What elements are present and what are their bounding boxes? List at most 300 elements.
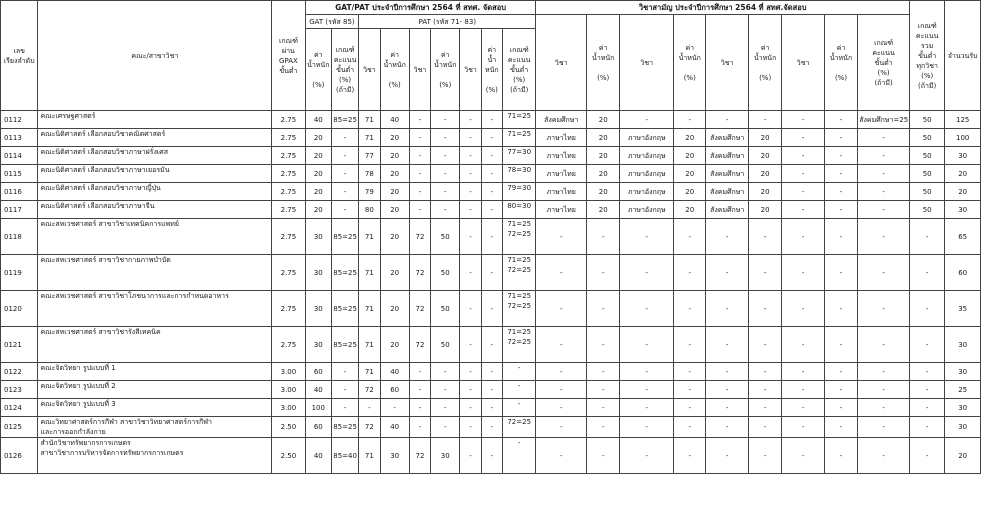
table-row <box>1 399 981 417</box>
cell-name: คณะจิตวิทยา รูปแบบที่ 2 <box>38 381 272 399</box>
cell-p3s: - <box>460 363 481 381</box>
cell-p3s: - <box>460 111 481 129</box>
cell-total: 50 <box>909 129 944 147</box>
cell-seats: 30 <box>945 399 981 417</box>
cell-c3s: - <box>706 363 749 381</box>
cell-p3w: - <box>481 147 502 165</box>
cell-name: คณะนิติศาสตร์ เลือกสอบวิชาภาษาจีน <box>38 201 272 219</box>
cell-gat-w: 60 <box>305 363 331 381</box>
cell-c3s: - <box>706 111 749 129</box>
cell-seats: 30 <box>945 201 981 219</box>
cell-p2w: - <box>431 399 460 417</box>
cell-c2s: - <box>620 111 674 129</box>
cell-c3w: - <box>748 111 781 129</box>
cell-c-min: สังคมศึกษา=25 <box>858 111 910 129</box>
cell-c1s: - <box>536 363 587 381</box>
cell-p1s: 78 <box>359 165 380 183</box>
cell-c1s: ภาษาไทย <box>536 165 587 183</box>
cell-c-min: - <box>858 147 910 165</box>
cell-gpax: 2.75 <box>272 255 305 291</box>
cell-c3w: - <box>748 363 781 381</box>
cell-pat-min: 71=25 <box>502 129 536 147</box>
cell-c3w: - <box>748 291 781 327</box>
cell-c1s: ภาษาไทย <box>536 183 587 201</box>
cell-p1w: 20 <box>380 165 409 183</box>
cell-seats: 125 <box>945 111 981 129</box>
cell-p2w: - <box>431 129 460 147</box>
cell-p1w: 20 <box>380 183 409 201</box>
cell-code: 0115 <box>1 165 38 183</box>
cell-gat-min: 85=40 <box>331 438 358 474</box>
cell-c-min: - <box>858 417 910 438</box>
cell-seats: 30 <box>945 363 981 381</box>
cell-gat-w: 40 <box>305 111 331 129</box>
cell-p3w: - <box>481 399 502 417</box>
cell-name: คณะจิตวิทยา รูปแบบที่ 1 <box>38 363 272 381</box>
cell-p3w: - <box>481 201 502 219</box>
table-row <box>1 363 981 381</box>
cell-total: - <box>909 363 944 381</box>
cell-p2s: 72 <box>409 438 430 474</box>
cell-c3s: สังคมศึกษา <box>706 129 749 147</box>
cell-pat-min: 78=30 <box>502 165 536 183</box>
cell-c4w: - <box>824 183 857 201</box>
cell-p1w: 60 <box>380 381 409 399</box>
cell-p1w: - <box>380 399 409 417</box>
pat-weight-2-header: ค่า น้ำหนัก (%) <box>431 29 460 111</box>
cell-code: 0116 <box>1 183 38 201</box>
cell-c1w: 20 <box>587 147 620 165</box>
cell-p3s: - <box>460 381 481 399</box>
cell-c2s: ภาษาอังกฤษ <box>620 165 674 183</box>
cell-c1s: - <box>536 291 587 327</box>
cell-c3s: สังคมศึกษา <box>706 183 749 201</box>
col-total-min-header: เกณฑ์ คะแนน รวม ขั้นต่ำ ทุกวิชา (%) (ถ้ามี) <box>909 1 944 111</box>
cell-p3s: - <box>460 183 481 201</box>
cell-p2s: - <box>409 147 430 165</box>
cell-c1w: 20 <box>587 165 620 183</box>
pat-subject-1-header: วิชา <box>359 29 380 111</box>
cell-p2s: - <box>409 111 430 129</box>
cell-gat-w: 30 <box>305 255 331 291</box>
cell-gpax: 2.75 <box>272 183 305 201</box>
cell-p3w: - <box>481 183 502 201</box>
cell-c4w: - <box>824 327 857 363</box>
cell-c4s: - <box>782 417 825 438</box>
cell-c4w: - <box>824 381 857 399</box>
cell-p3s: - <box>460 147 481 165</box>
cell-pat-min: 71=25 72=25 <box>502 255 536 291</box>
cell-gat-min: 85=25 <box>331 111 358 129</box>
cell-c4w: - <box>824 147 857 165</box>
cell-code: 0113 <box>1 129 38 147</box>
table-header <box>1 1 981 111</box>
cell-code: 0118 <box>1 219 38 255</box>
cell-gat-w: 40 <box>305 438 331 474</box>
cell-c3s: - <box>706 417 749 438</box>
cell-c-min: - <box>858 129 910 147</box>
cell-total: 50 <box>909 111 944 129</box>
table-body <box>1 111 981 474</box>
cell-total: - <box>909 399 944 417</box>
cell-c3w: 20 <box>748 165 781 183</box>
cell-p3s: - <box>460 438 481 474</box>
cell-c3s: - <box>706 327 749 363</box>
common-subject-1-header: วิชา <box>536 15 587 111</box>
cell-c4s: - <box>782 147 825 165</box>
cell-c1w: - <box>587 291 620 327</box>
cell-total: - <box>909 438 944 474</box>
cell-p2s: 72 <box>409 255 430 291</box>
cell-c2s: - <box>620 291 674 327</box>
cell-c3w: 20 <box>748 147 781 165</box>
cell-c1s: - <box>536 219 587 255</box>
common-weight-2-header: ค่า น้ำหนัก (%) <box>674 15 706 111</box>
cell-code: 0117 <box>1 201 38 219</box>
cell-p2w: - <box>431 201 460 219</box>
cell-c2w: 20 <box>674 165 706 183</box>
cell-name: คณะนิติศาสตร์ เลือกสอบวิชาภาษาญี่ปุ่น <box>38 183 272 201</box>
cell-c2w: 20 <box>674 201 706 219</box>
cell-p2s: - <box>409 201 430 219</box>
cell-p1w: 20 <box>380 201 409 219</box>
cell-p1w: 20 <box>380 129 409 147</box>
table-row <box>1 201 981 219</box>
cell-gat-min: - <box>331 147 358 165</box>
table-row <box>1 219 981 255</box>
cell-c4w: - <box>824 255 857 291</box>
cell-c2w: - <box>674 381 706 399</box>
common-subject-4-header: วิชา <box>782 15 825 111</box>
cell-c1s: - <box>536 417 587 438</box>
pat-group-header: PAT (รหัส 71- 83) <box>359 15 536 29</box>
cell-c1w: - <box>587 219 620 255</box>
cell-p1w: 20 <box>380 219 409 255</box>
cell-c2w: 20 <box>674 129 706 147</box>
cell-p3w: - <box>481 129 502 147</box>
cell-total: 50 <box>909 201 944 219</box>
cell-p2w: - <box>431 165 460 183</box>
cell-name: คณะนิติศาสตร์ เลือกสอบวิชาภาษาเยอรมัน <box>38 165 272 183</box>
cell-c2s: - <box>620 219 674 255</box>
cell-p2w: - <box>431 183 460 201</box>
cell-seats: 20 <box>945 438 981 474</box>
common-weight-3-header: ค่า น้ำหนัก (%) <box>748 15 781 111</box>
cell-gat-min: - <box>331 165 358 183</box>
cell-p3s: - <box>460 417 481 438</box>
cell-pat-min: - <box>502 399 536 417</box>
cell-c-min: - <box>858 438 910 474</box>
cell-c-min: - <box>858 201 910 219</box>
cell-gat-min: - <box>331 399 358 417</box>
cell-gat-w: 40 <box>305 381 331 399</box>
cell-pat-min: 80=30 <box>502 201 536 219</box>
cell-p1s: 77 <box>359 147 380 165</box>
cell-p3w: - <box>481 363 502 381</box>
cell-c3s: สังคมศึกษา <box>706 165 749 183</box>
common-weight-4-header: ค่า น้ำหนัก (%) <box>824 15 857 111</box>
cell-c2s: - <box>620 363 674 381</box>
common-weight-1-header: ค่า น้ำหนัก (%) <box>587 15 620 111</box>
cell-gat-w: 30 <box>305 327 331 363</box>
table-row <box>1 417 981 438</box>
cell-c4s: - <box>782 111 825 129</box>
cell-p2w: - <box>431 417 460 438</box>
cell-c4s: - <box>782 255 825 291</box>
cell-c1w: - <box>587 381 620 399</box>
cell-c4w: - <box>824 291 857 327</box>
cell-p2w: 30 <box>431 438 460 474</box>
cell-gat-min: - <box>331 381 358 399</box>
pat-weight-1-header: ค่า น้ำหนัก (%) <box>380 29 409 111</box>
pat-min-header: เกณฑ์ คะแนน ขั้นต่ำ (%) (ถ้ามี) <box>502 29 536 111</box>
cell-seats: 35 <box>945 291 981 327</box>
gat-weight-header: ค่า น้ำหนัก (%) <box>305 29 331 111</box>
cell-total: 50 <box>909 183 944 201</box>
cell-gat-w: 60 <box>305 417 331 438</box>
cell-c-min: - <box>858 165 910 183</box>
cell-gpax: 3.00 <box>272 381 305 399</box>
common-min-header: เกณฑ์ คะแนน ขั้นต่ำ (%) (ถ้ามี) <box>858 15 910 111</box>
cell-name: สำนักวิชาทรัพยากรการเกษตร สาขาวิชาการบริหารจัดการทรัพยากรการเกษตร <box>38 438 272 474</box>
cell-pat-min: 71=25 72=25 <box>502 327 536 363</box>
cell-p3s: - <box>460 165 481 183</box>
cell-c1s: - <box>536 255 587 291</box>
cell-c4s: - <box>782 183 825 201</box>
col-faculty-header: คณะ/สาขาวิชา <box>38 1 272 111</box>
cell-p1w: 40 <box>380 111 409 129</box>
cell-name: คณะเศรษฐศาสตร์ <box>38 111 272 129</box>
cell-p2s: - <box>409 417 430 438</box>
cell-p2w: - <box>431 381 460 399</box>
cell-p1s: 71 <box>359 291 380 327</box>
cell-p3w: - <box>481 381 502 399</box>
cell-gpax: 2.50 <box>272 438 305 474</box>
cell-gpax: 3.00 <box>272 363 305 381</box>
cell-c3w: - <box>748 327 781 363</box>
cell-p2w: 50 <box>431 327 460 363</box>
cell-c1w: 20 <box>587 201 620 219</box>
cell-total: - <box>909 417 944 438</box>
cell-gpax: 2.75 <box>272 327 305 363</box>
cell-pat-min: 77=30 <box>502 147 536 165</box>
cell-c3w: - <box>748 438 781 474</box>
cell-total: - <box>909 219 944 255</box>
table-row <box>1 165 981 183</box>
cell-c4s: - <box>782 399 825 417</box>
cell-c2w: 20 <box>674 147 706 165</box>
common-group-header: วิชาสามัญ ประจำปีการศึกษา 2564 ที่ สทศ.จัดสอบ <box>536 1 910 15</box>
cell-c4w: - <box>824 201 857 219</box>
cell-c1w: - <box>587 417 620 438</box>
cell-p2s: 72 <box>409 327 430 363</box>
table-row <box>1 111 981 129</box>
cell-total: - <box>909 291 944 327</box>
cell-p1w: 20 <box>380 255 409 291</box>
cell-c2w: - <box>674 417 706 438</box>
cell-p2s: - <box>409 165 430 183</box>
cell-c1w: - <box>587 363 620 381</box>
cell-p1w: 40 <box>380 417 409 438</box>
gat-group-header: GAT (รหัส 85) <box>305 15 359 29</box>
cell-c4s: - <box>782 438 825 474</box>
cell-p3w: - <box>481 111 502 129</box>
cell-p1s: 71 <box>359 438 380 474</box>
cell-gat-min: - <box>331 201 358 219</box>
cell-seats: 30 <box>945 147 981 165</box>
pat-weight-3-header: ค่า น้ำหนัก (%) <box>481 29 502 111</box>
cell-c3w: 20 <box>748 183 781 201</box>
cell-gat-w: 20 <box>305 183 331 201</box>
cell-c1s: - <box>536 327 587 363</box>
cell-c2s: - <box>620 438 674 474</box>
gat-min-header: เกณฑ์ คะแนน ขั้นต่ำ (%) (ถ้ามี) <box>331 29 358 111</box>
cell-c3w: - <box>748 399 781 417</box>
cell-c2w: - <box>674 255 706 291</box>
cell-p3s: - <box>460 291 481 327</box>
cell-c3w: - <box>748 255 781 291</box>
cell-p3w: - <box>481 291 502 327</box>
cell-c-min: - <box>858 399 910 417</box>
cell-gat-w: 20 <box>305 201 331 219</box>
table-row <box>1 327 981 363</box>
cell-c-min: - <box>858 255 910 291</box>
cell-p3s: - <box>460 201 481 219</box>
col-code-header: เลข เรียงลำดับ <box>1 1 38 111</box>
cell-c1s: - <box>536 399 587 417</box>
cell-p1s: 71 <box>359 363 380 381</box>
cell-c2s: - <box>620 399 674 417</box>
cell-c1s: - <box>536 438 587 474</box>
cell-c-min: - <box>858 291 910 327</box>
cell-c2s: - <box>620 255 674 291</box>
cell-total: - <box>909 327 944 363</box>
table-row <box>1 129 981 147</box>
cell-name: คณะสหเวชศาสตร์ สาขาวิชารังสีเทคนิค <box>38 327 272 363</box>
cell-total: - <box>909 255 944 291</box>
cell-c2w: - <box>674 111 706 129</box>
cell-gpax: 2.75 <box>272 129 305 147</box>
cell-name: คณะจิตวิทยา รูปแบบที่ 3 <box>38 399 272 417</box>
cell-gat-w: 20 <box>305 129 331 147</box>
cell-gat-w: 30 <box>305 291 331 327</box>
cell-p2s: - <box>409 183 430 201</box>
cell-gat-min: - <box>331 183 358 201</box>
cell-c2s: ภาษาอังกฤษ <box>620 129 674 147</box>
cell-c2w: 20 <box>674 183 706 201</box>
cell-code: 0112 <box>1 111 38 129</box>
cell-c3w: 20 <box>748 201 781 219</box>
cell-name: คณะนิติศาสตร์ เลือกสอบวิชาภาษาฝรั่งเศส <box>38 147 272 165</box>
cell-c2w: - <box>674 291 706 327</box>
cell-seats: 20 <box>945 165 981 183</box>
cell-p2w: 50 <box>431 219 460 255</box>
cell-p1w: 20 <box>380 291 409 327</box>
cell-c4w: - <box>824 399 857 417</box>
cell-p1w: 30 <box>380 438 409 474</box>
cell-gat-min: - <box>331 363 358 381</box>
cell-gpax: 2.75 <box>272 291 305 327</box>
cell-pat-min: 71=25 72=25 <box>502 219 536 255</box>
common-subject-2-header: วิชา <box>620 15 674 111</box>
cell-c4w: - <box>824 417 857 438</box>
cell-c4s: - <box>782 381 825 399</box>
cell-c1w: 20 <box>587 129 620 147</box>
cell-p3w: - <box>481 165 502 183</box>
cell-p2s: - <box>409 129 430 147</box>
cell-c3w: - <box>748 381 781 399</box>
cell-p2s: - <box>409 363 430 381</box>
cell-c3s: สังคมศึกษา <box>706 147 749 165</box>
cell-p3w: - <box>481 327 502 363</box>
cell-gpax: 2.75 <box>272 201 305 219</box>
cell-c1w: - <box>587 438 620 474</box>
cell-c4w: - <box>824 129 857 147</box>
cell-c1s: สังคมศึกษา <box>536 111 587 129</box>
cell-gat-min: 85=25 <box>331 219 358 255</box>
cell-seats: 30 <box>945 417 981 438</box>
cell-p1s: 72 <box>359 417 380 438</box>
cell-code: 0124 <box>1 399 38 417</box>
cell-c2s: - <box>620 381 674 399</box>
cell-c3w: - <box>748 417 781 438</box>
cell-name: คณะสหเวชศาสตร์ สาขาวิชาโภชนาการและการกำหนดอาหาร <box>38 291 272 327</box>
cell-gat-w: 20 <box>305 147 331 165</box>
cell-p3s: - <box>460 399 481 417</box>
cell-c1w: - <box>587 327 620 363</box>
cell-code: 0123 <box>1 381 38 399</box>
cell-c3s: สังคมศึกษา <box>706 201 749 219</box>
cell-code: 0125 <box>1 417 38 438</box>
cell-c3s: - <box>706 219 749 255</box>
cell-gpax: 2.75 <box>272 219 305 255</box>
cell-code: 0119 <box>1 255 38 291</box>
cell-c-min: - <box>858 219 910 255</box>
cell-seats: 30 <box>945 327 981 363</box>
cell-c3s: - <box>706 291 749 327</box>
cell-p2w: - <box>431 111 460 129</box>
cell-gat-w: 30 <box>305 219 331 255</box>
cell-p2w: 50 <box>431 291 460 327</box>
cell-p1s: 80 <box>359 201 380 219</box>
cell-c4s: - <box>782 129 825 147</box>
cell-c2s: ภาษาอังกฤษ <box>620 147 674 165</box>
cell-pat-min: - <box>502 363 536 381</box>
cell-seats: 100 <box>945 129 981 147</box>
cell-name: คณะวิทยาศาสตร์การกีฬา สาขาวิชาวิทยาศาสตร์การกีฬา และการออกกำลังกาย <box>38 417 272 438</box>
cell-c1s: ภาษาไทย <box>536 147 587 165</box>
cell-p1s: 71 <box>359 219 380 255</box>
cell-c2w: - <box>674 363 706 381</box>
cell-c1w: 20 <box>587 183 620 201</box>
cell-p3s: - <box>460 327 481 363</box>
cell-seats: 20 <box>945 183 981 201</box>
cell-c2w: - <box>674 438 706 474</box>
cell-c1s: - <box>536 381 587 399</box>
cell-total: 50 <box>909 165 944 183</box>
cell-seats: 25 <box>945 381 981 399</box>
cell-c4w: - <box>824 438 857 474</box>
pat-subject-3-header: วิชา <box>460 29 481 111</box>
cell-p2s: 72 <box>409 219 430 255</box>
cell-c3w: - <box>748 219 781 255</box>
cell-c2s: - <box>620 417 674 438</box>
cell-p1w: 40 <box>380 363 409 381</box>
cell-c2s: - <box>620 327 674 363</box>
cell-gat-min: 85=25 <box>331 417 358 438</box>
table-row <box>1 255 981 291</box>
cell-code: 0126 <box>1 438 38 474</box>
